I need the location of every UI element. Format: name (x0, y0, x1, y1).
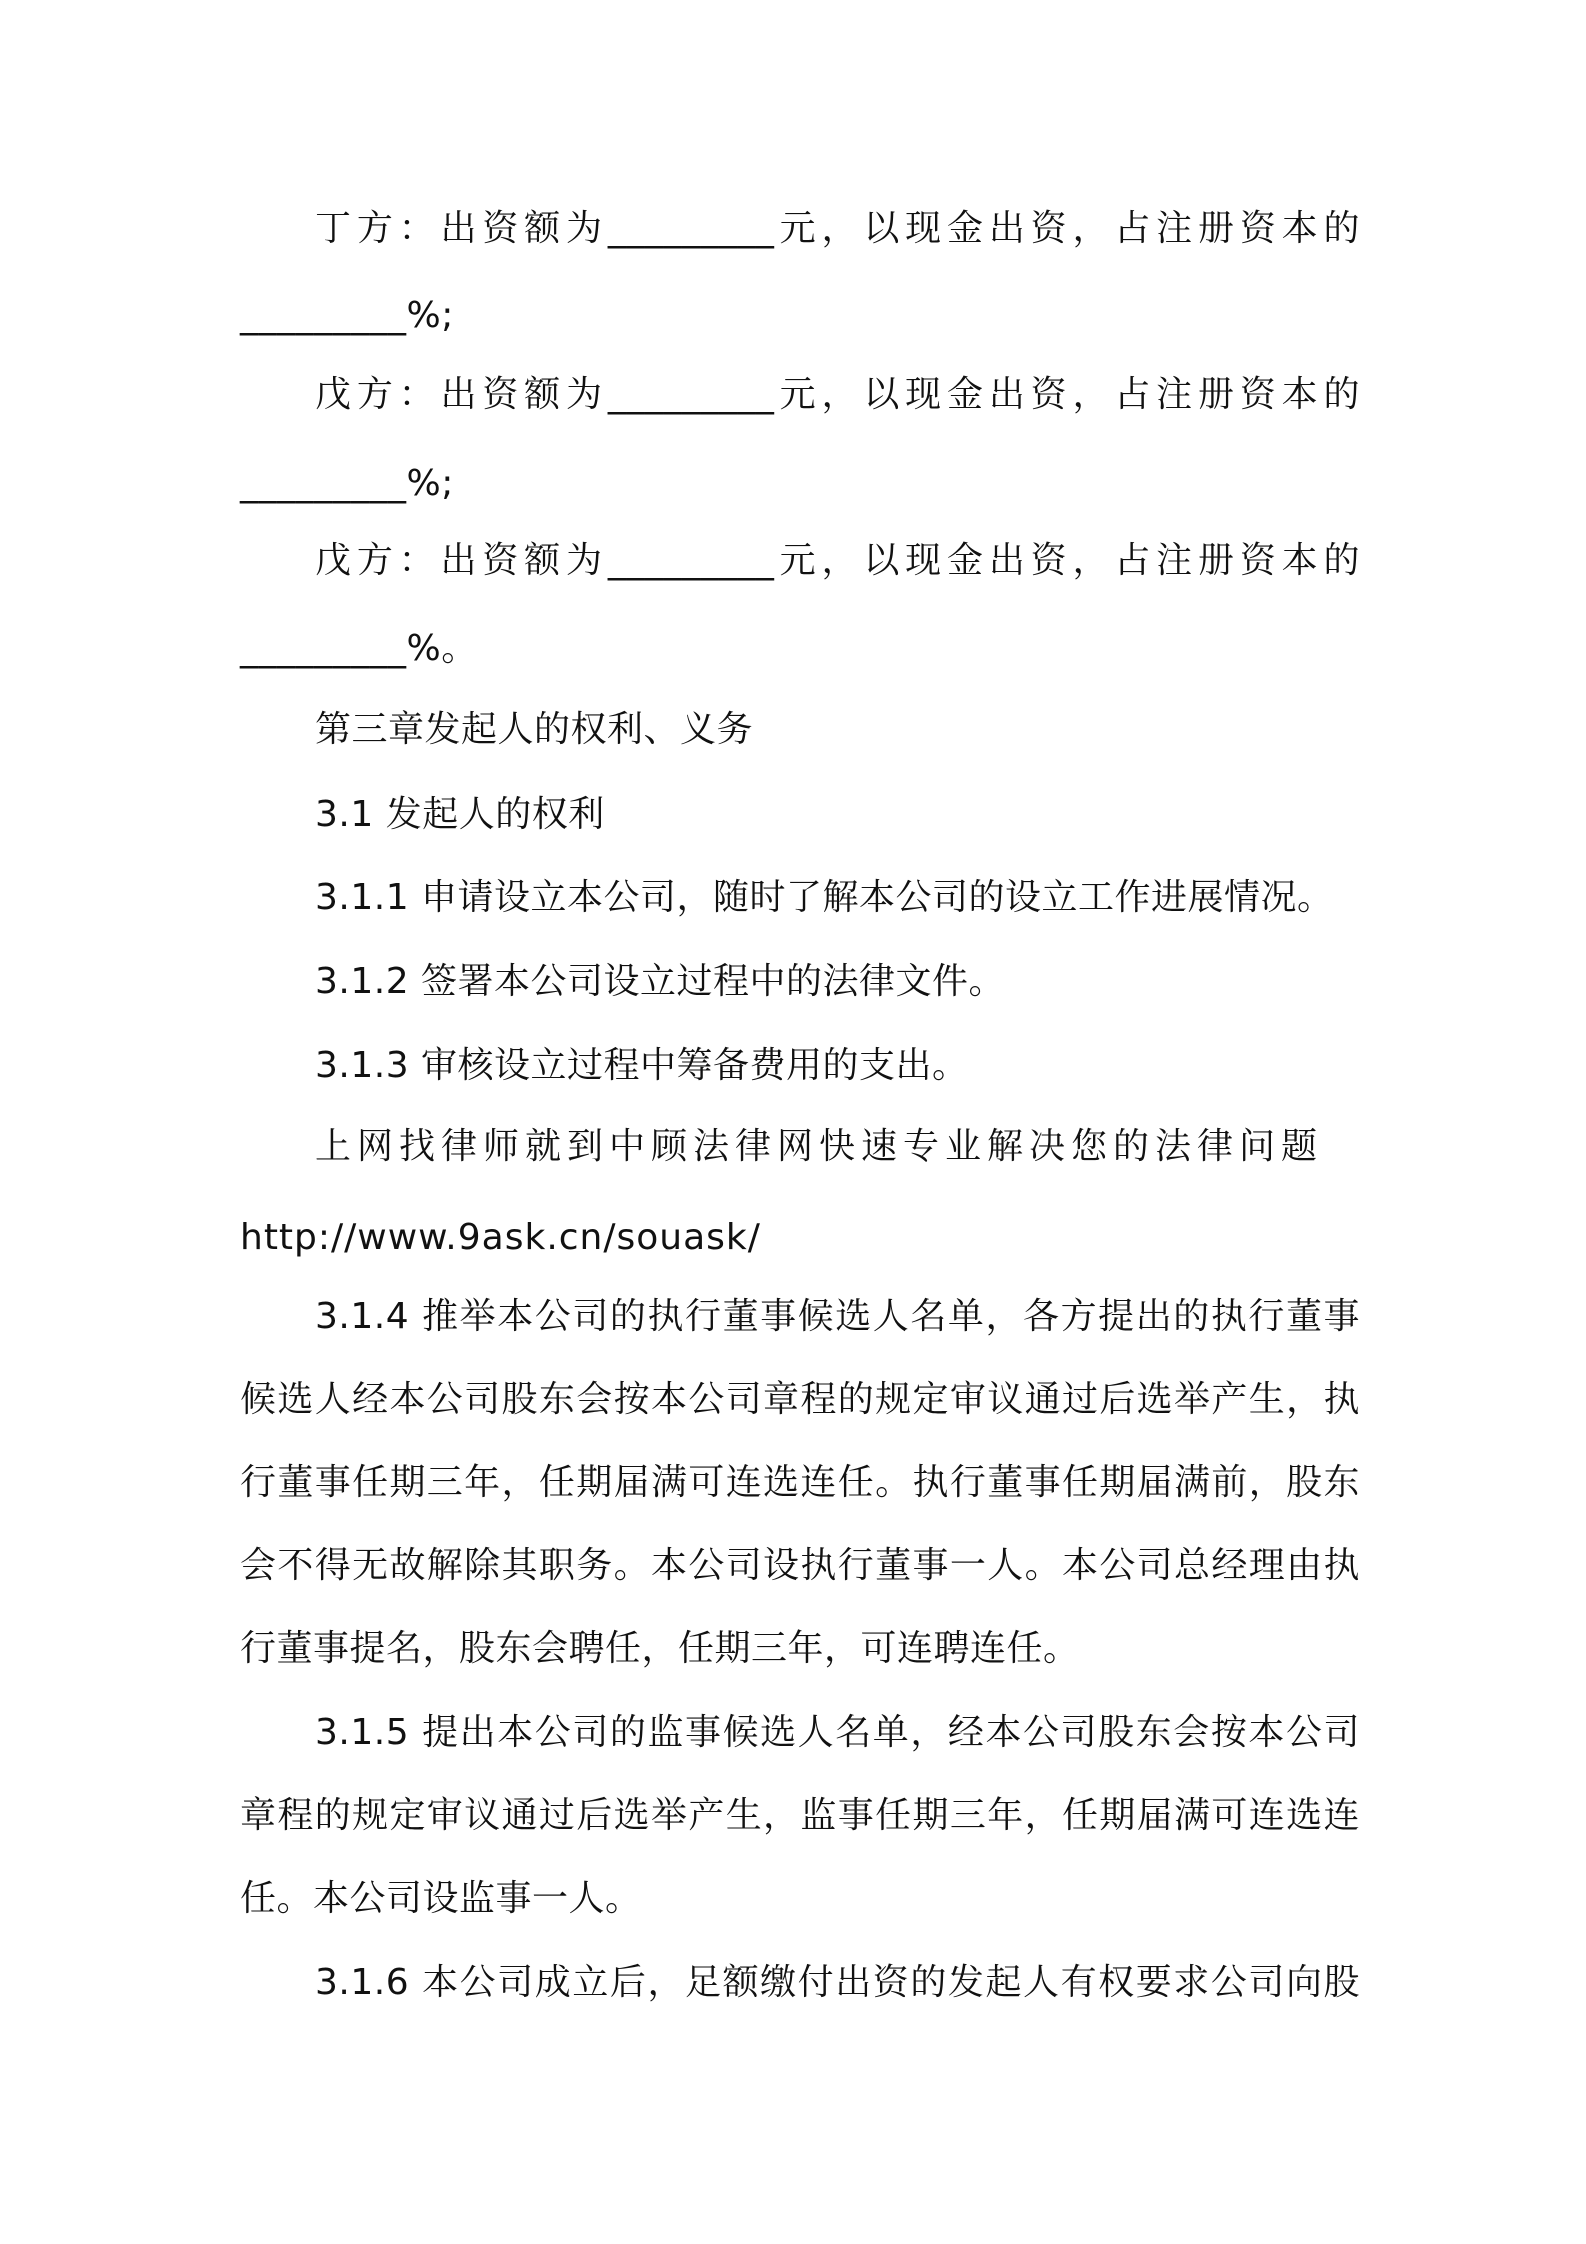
clause-3-1-4-line-2: 候选人经本公司股东会按本公司章程的规定审议通过后选举产生，执 (240, 1379, 1360, 1420)
clause-3-1-4-line-4: 会不得无故解除其职务。本公司设执行董事一人。本公司总经理由执 (240, 1545, 1360, 1586)
clause-wu-percent-1: _________%; (240, 463, 454, 504)
clause-wu-percent-2: _________%。 (240, 628, 478, 669)
clause-3-1-1: 3.1.1 申请设立本公司，随时了解本公司的设立工作进展情况。 (315, 877, 1334, 918)
clause-ding-contribution: 丁方：出资额为_________元，以现金出资，占注册资本的 (315, 208, 1360, 249)
clause-3-1-4-line-3: 行董事任期三年，任期届满可连选连任。执行董事任期届满前，股东 (240, 1462, 1360, 1503)
clause-3-1-5-line-2: 章程的规定审议通过后选举产生，监事任期三年，任期届满可连选连 (240, 1795, 1360, 1836)
clause-3-1-5-line-3: 任。本公司设监事一人。 (240, 1878, 642, 1919)
chapter-three-heading: 第三章发起人的权利、义务 (315, 709, 754, 750)
clause-3-1-5-line-1: 3.1.5 提出本公司的监事候选人名单，经本公司股东会按本公司 (315, 1712, 1360, 1753)
clause-ding-percent: _________%; (240, 295, 454, 336)
clause-3-1-4-line-1: 3.1.4 推举本公司的执行董事候选人名单，各方提出的执行董事 (315, 1296, 1360, 1337)
clause-3-1-6-line-1: 3.1.6 本公司成立后，足额缴付出资的发起人有权要求公司向股 (315, 1962, 1360, 2003)
clause-3-1-2: 3.1.2 签署本公司设立过程中的法律文件。 (315, 961, 1006, 1002)
section-3-1-heading: 3.1 发起人的权利 (315, 794, 605, 835)
clause-wu-contribution-2: 戊方：出资额为_________元，以现金出资，占注册资本的 (315, 540, 1360, 581)
clause-3-1-3: 3.1.3 审核设立过程中筹备费用的支出。 (315, 1045, 969, 1086)
clause-wu-contribution-1: 戊方：出资额为_________元，以现金出资，占注册资本的 (315, 374, 1360, 415)
advert-line: 上网找律师就到中顾法律网快速专业解决您的法律问题 (315, 1126, 1324, 1167)
clause-3-1-4-line-5: 行董事提名，股东会聘任，任期三年，可连聘连任。 (240, 1628, 1080, 1669)
advert-url: http://www.9ask.cn/souask/ (240, 1217, 761, 1258)
